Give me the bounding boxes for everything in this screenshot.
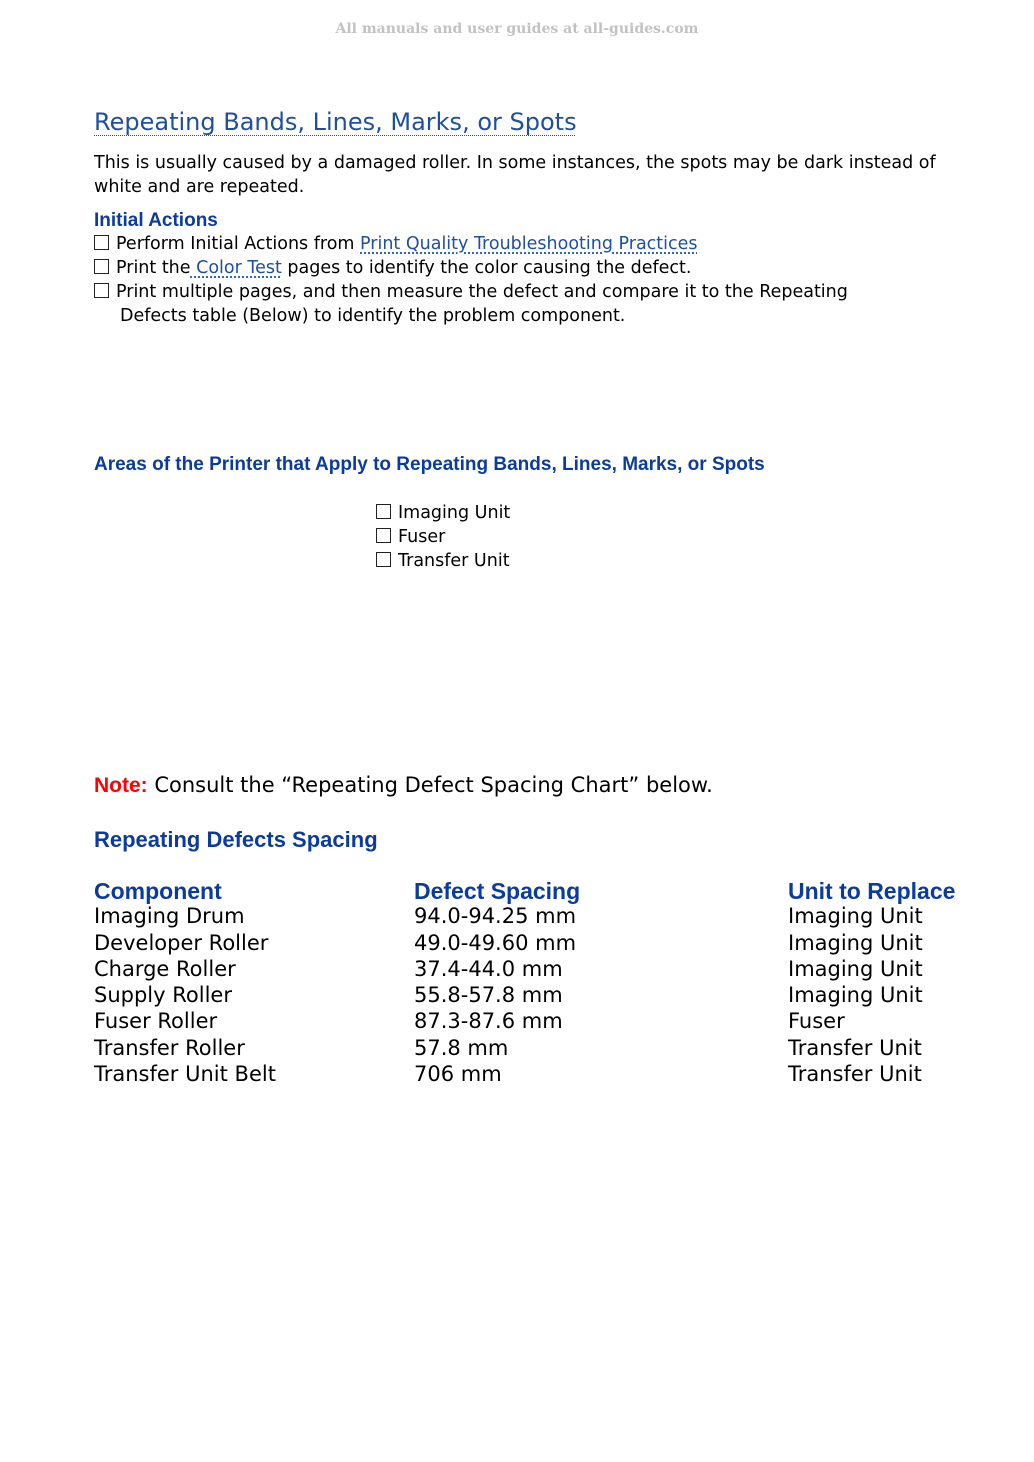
header-unit-to-replace: Unit to Replace	[788, 878, 956, 904]
cell-spacing: 49.0-49.60 mm	[414, 930, 577, 955]
checkbox-icon[interactable]	[94, 283, 109, 298]
list-item: Print multiple pages, and then measure the defect and compare it to the Repeating	[94, 280, 848, 304]
page-title[interactable]: Repeating Bands, Lines, Marks, or Spots	[94, 108, 577, 136]
cell-unit: Transfer Unit	[788, 1035, 922, 1060]
checkbox-icon[interactable]	[376, 552, 391, 567]
checkbox-icon[interactable]	[94, 259, 109, 274]
checkbox-icon[interactable]	[376, 528, 391, 543]
checkbox-icon[interactable]	[376, 504, 391, 519]
cell-unit: Imaging Unit	[788, 904, 923, 929]
cell-unit: Imaging Unit	[788, 983, 923, 1008]
initial-actions-heading: Initial Actions	[94, 210, 218, 231]
header-defect-spacing: Defect Spacing	[414, 878, 581, 904]
area-item-imaging-unit: Imaging Unit	[376, 501, 510, 525]
list-item-continuation: Defects table (Below) to identify the problem component.	[120, 306, 626, 326]
initial-actions-section	[94, 210, 848, 328]
cell-component: Charge Roller	[94, 956, 236, 981]
cell-component: Transfer Unit Belt	[94, 1062, 276, 1087]
cell-unit: Transfer Unit	[788, 1062, 922, 1087]
note	[94, 773, 713, 798]
cell-spacing: 37.4-44.0 mm	[414, 956, 563, 981]
area-item-fuser: Fuser	[376, 525, 510, 549]
cell-spacing: 706 mm	[414, 1062, 502, 1087]
cell-component: Developer Roller	[94, 930, 269, 955]
color-test-link[interactable]: Color Test	[190, 258, 282, 278]
cell-component: Transfer Roller	[94, 1035, 245, 1060]
print-quality-practices-link[interactable]: Print Quality Troubleshooting Practices	[360, 234, 698, 254]
areas-list	[376, 501, 510, 573]
cell-unit: Fuser	[788, 1009, 845, 1034]
cell-component: Fuser Roller	[94, 1009, 218, 1034]
spacing-heading: Repeating Defects Spacing	[94, 827, 378, 852]
cell-spacing: 55.8-57.8 mm	[414, 983, 563, 1008]
list-item: Perform Initial Actions from Print Quality Troubleshooting Practices	[94, 232, 848, 256]
watermark: All manuals and user guides at all-guides.com	[335, 21, 699, 37]
area-item-transfer-unit: Transfer Unit	[376, 549, 510, 573]
cell-component: Imaging Drum	[94, 904, 245, 929]
cell-unit: Imaging Unit	[788, 930, 923, 955]
initial-actions-list	[94, 232, 848, 328]
header-component: Component	[94, 878, 222, 904]
areas-heading: Areas of the Printer that Apply to Repeating Bands, Lines, Marks, or Spots	[94, 454, 765, 475]
cell-spacing: 57.8 mm	[414, 1035, 509, 1060]
note-label: Note:	[94, 774, 148, 797]
list-item: Print the Color Test pages to identify the color causing the defect.	[94, 256, 848, 280]
cell-spacing: 87.3-87.6 mm	[414, 1009, 563, 1034]
note-text: Consult the “Repeating Defect Spacing Chart” below.	[147, 773, 713, 797]
cell-unit: Imaging Unit	[788, 956, 923, 981]
cell-spacing: 94.0-94.25 mm	[414, 904, 577, 929]
checkbox-icon[interactable]	[94, 235, 109, 250]
cell-component: Supply Roller	[94, 983, 232, 1008]
intro-text: This is usually caused by a damaged roller. In some instances, the spots may be dark instead of white and are repeated.	[94, 153, 936, 197]
